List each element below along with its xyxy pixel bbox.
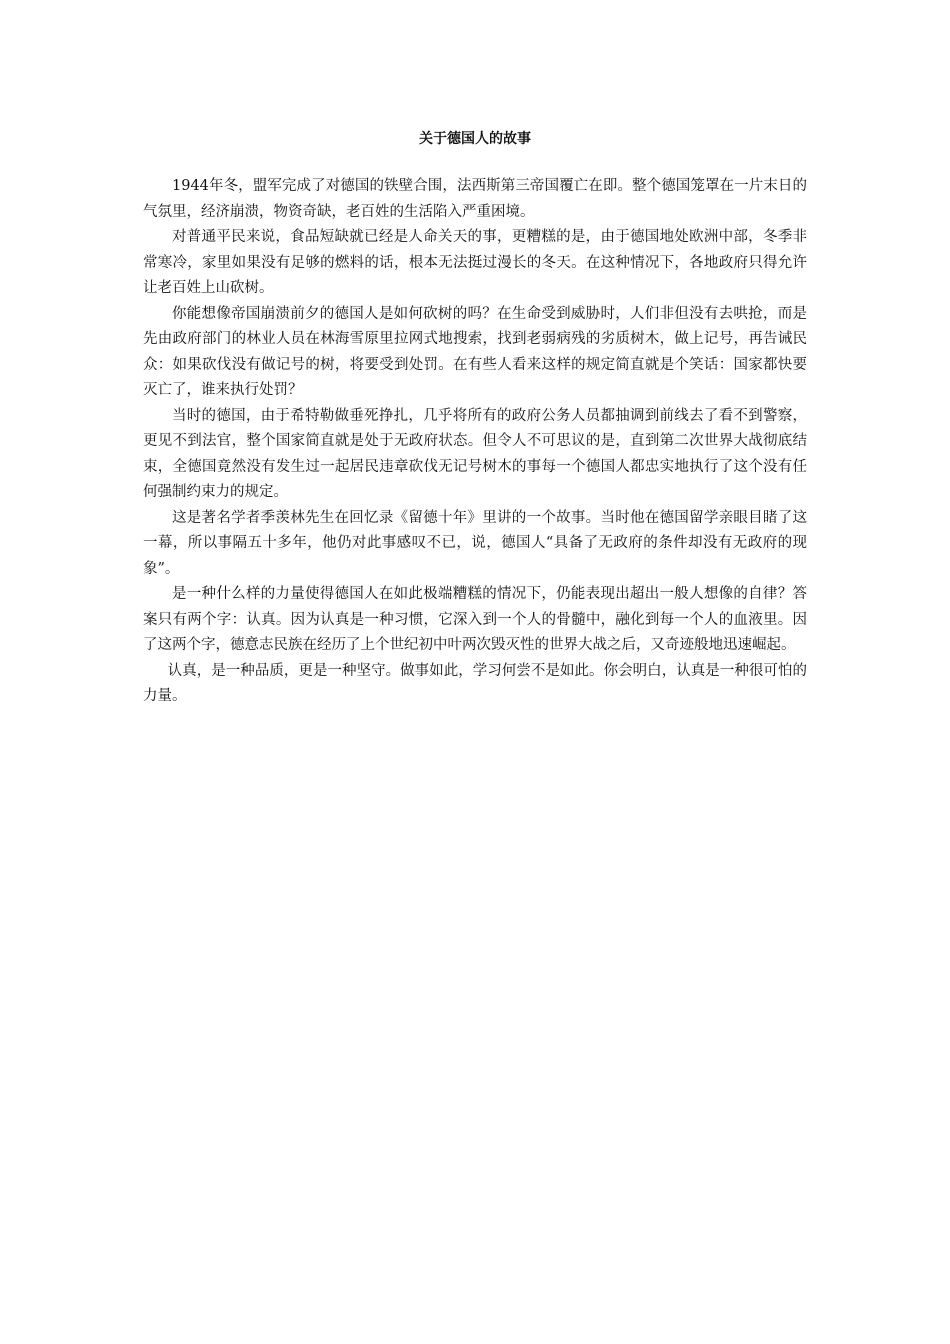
paragraph-7: 认真，是一种品质，更是一种坚守。做事如此，学习何尝不是如此。你会明白，认真是一种很可怕的力量。: [143, 662, 807, 704]
article-body: [143, 174, 807, 710]
paragraph-6: 是一种什么样的力量使得德国人在如此极端糟糕的情况下，仍能表现出超出一般人想像的自律？答案只有两个字：认真。因为认真是一种习惯，它深入到一个人的骨髓中，融化到每一个人的血液里。因了这两个字，德意志民族在经历了上个世纪初中叶两次毁灭性的世界大战之后，又奇迹般地迅速崛起。: [143, 586, 807, 653]
paragraph-2: 对普通平民来说，食品短缺就已经是人命关天的事，更糟糕的是，由于德国地处欧洲中部，冬季非常寒冷，家里如果没有足够的燃料的话，根本无法挺过漫长的冬天。在这种情况下，各地政府只得允许让老百姓上山砍树。: [143, 229, 807, 296]
paragraph-5: 这是著名学者季羡林先生在回忆录《留德十年》里讲的一个故事。当时他在德国留学亲眼目睹了这一幕，所以事隔五十多年，他仍对此事感叹不已，说，德国人“具备了无政府的条件却没有无政府的现象”。: [143, 509, 807, 577]
paragraph-4: 当时的德国，由于希特勒做垂死挣扎，几乎将所有的政府公务人员都抽调到前线去了看不到警察，更见不到法官，整个国家简直就是处于无政府状态。但令人不可思议的是，直到第二次世界大战彻底结束，全德国竟然没有发生过一起居民违章砍伐无记号树木的事每一个德国人都忠实地执行了这个没有任何强制约束力的规定。: [143, 407, 807, 500]
page-title: 关于德国人的故事: [419, 131, 531, 147]
paragraph-3: 你能想像帝国崩溃前夕的德国人是如何砍树的吗？在生命受到威胁时，人们非但没有去哄抢，而是先由政府部门的林业人员在林海雪原里拉网式地搜索，找到老弱病残的劣质树木，做上记号，再告诫民众：如果砍伐没有做记号的树，将要受到处罚。在有些人看来这样的规定简直就是个笑话：国家都快要灭亡了，谁来执行处罚？: [143, 305, 807, 398]
paragraph-1: 1944年冬，盟军完成了对德国的铁壁合围，法西斯第三帝国覆亡在即。整个德国笼罩在一片末日的气氛里，经济崩溃，物资奇缺，老百姓的生活陷入严重困境。: [143, 178, 807, 220]
